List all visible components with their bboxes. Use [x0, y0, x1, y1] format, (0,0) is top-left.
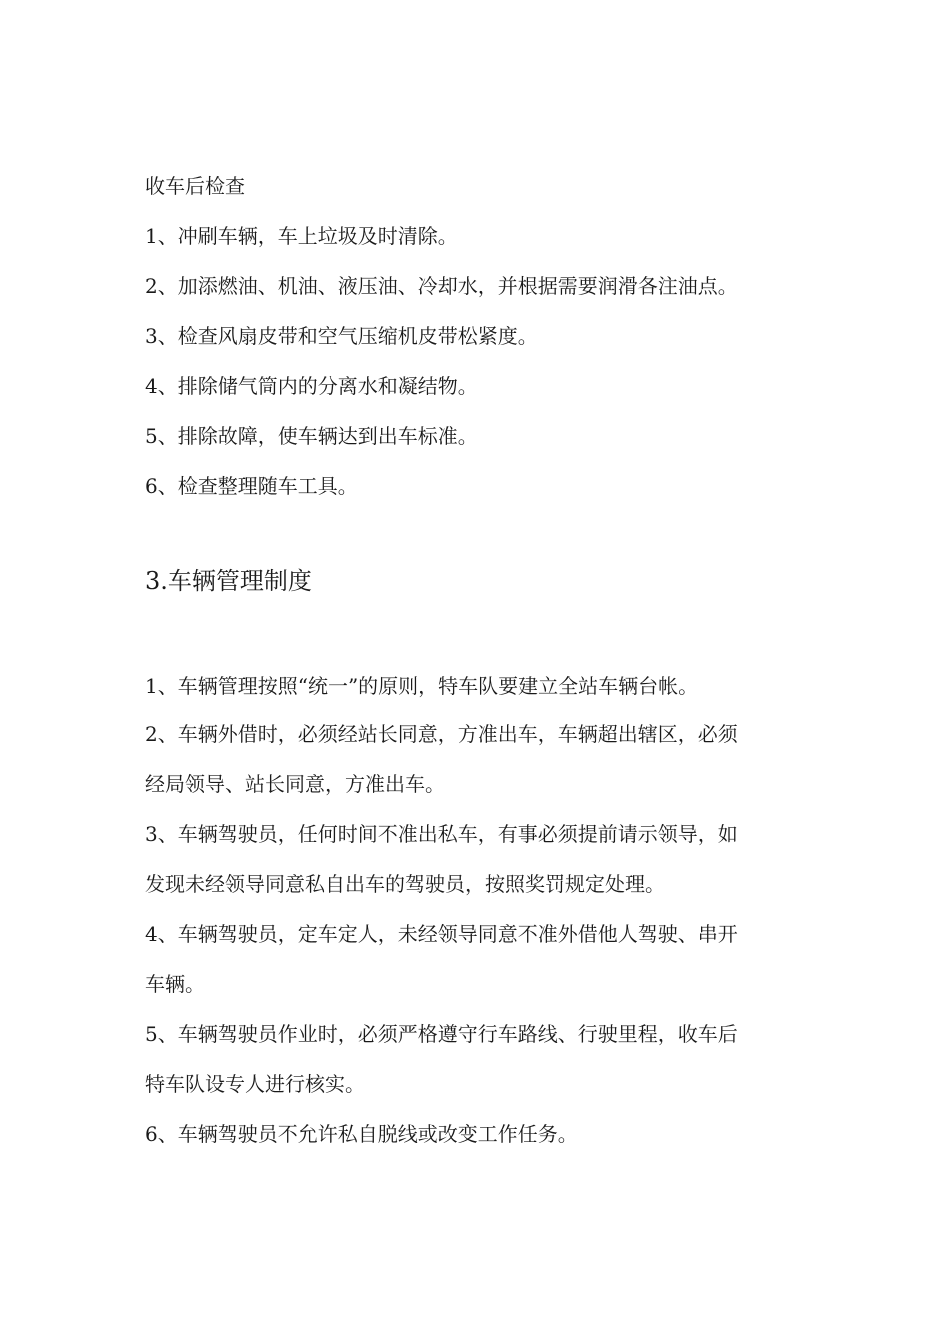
paragraph-line: 4、车辆驾驶员，定车定人，未经领导同意不准外借他人驾驶、串开 — [145, 922, 738, 946]
paragraph-line: 经局领导、站长同意，方准出车。 — [145, 772, 445, 796]
paragraph-line: 5、车辆驾驶员作业时，必须严格遵守行车路线、行驶里程，收车后 — [145, 1022, 738, 1046]
paragraph-line: 2、车辆外借时，必须经站长同意，方准出车，车辆超出辖区，必须 — [145, 722, 738, 746]
list-item: 1、冲刷车辆，车上垃圾及时清除。 — [145, 224, 458, 248]
section-title: 收车后检查 — [145, 174, 245, 198]
paragraph-line: 3、车辆驾驶员，任何时间不准出私车，有事必须提前请示领导，如 — [145, 822, 738, 846]
list-item: 6、检查整理随车工具。 — [145, 474, 358, 498]
list-item: 3、检查风扇皮带和空气压缩机皮带松紧度。 — [145, 324, 538, 348]
list-item: 2、加添燃油、机油、液压油、冷却水，并根据需要润滑各注油点。 — [145, 274, 738, 298]
list-item: 5、排除故障，使车辆达到出车标准。 — [145, 424, 478, 448]
paragraph-line: 特车队设专人进行核实。 — [145, 1072, 365, 1096]
paragraph-line: 6、车辆驾驶员不允许私自脱线或改变工作任务。 — [145, 1122, 578, 1146]
paragraph-line: 车辆。 — [145, 972, 205, 996]
list-item: 4、排除储气筒内的分离水和凝结物。 — [145, 374, 478, 398]
paragraph-line: 1、车辆管理按照“统一”的原则，特车队要建立全站车辆台帐。 — [145, 674, 699, 698]
section-heading: 3.车辆管理制度 — [145, 567, 312, 595]
paragraph-line: 发现未经领导同意私自出车的驾驶员，按照奖罚规定处理。 — [145, 872, 665, 896]
